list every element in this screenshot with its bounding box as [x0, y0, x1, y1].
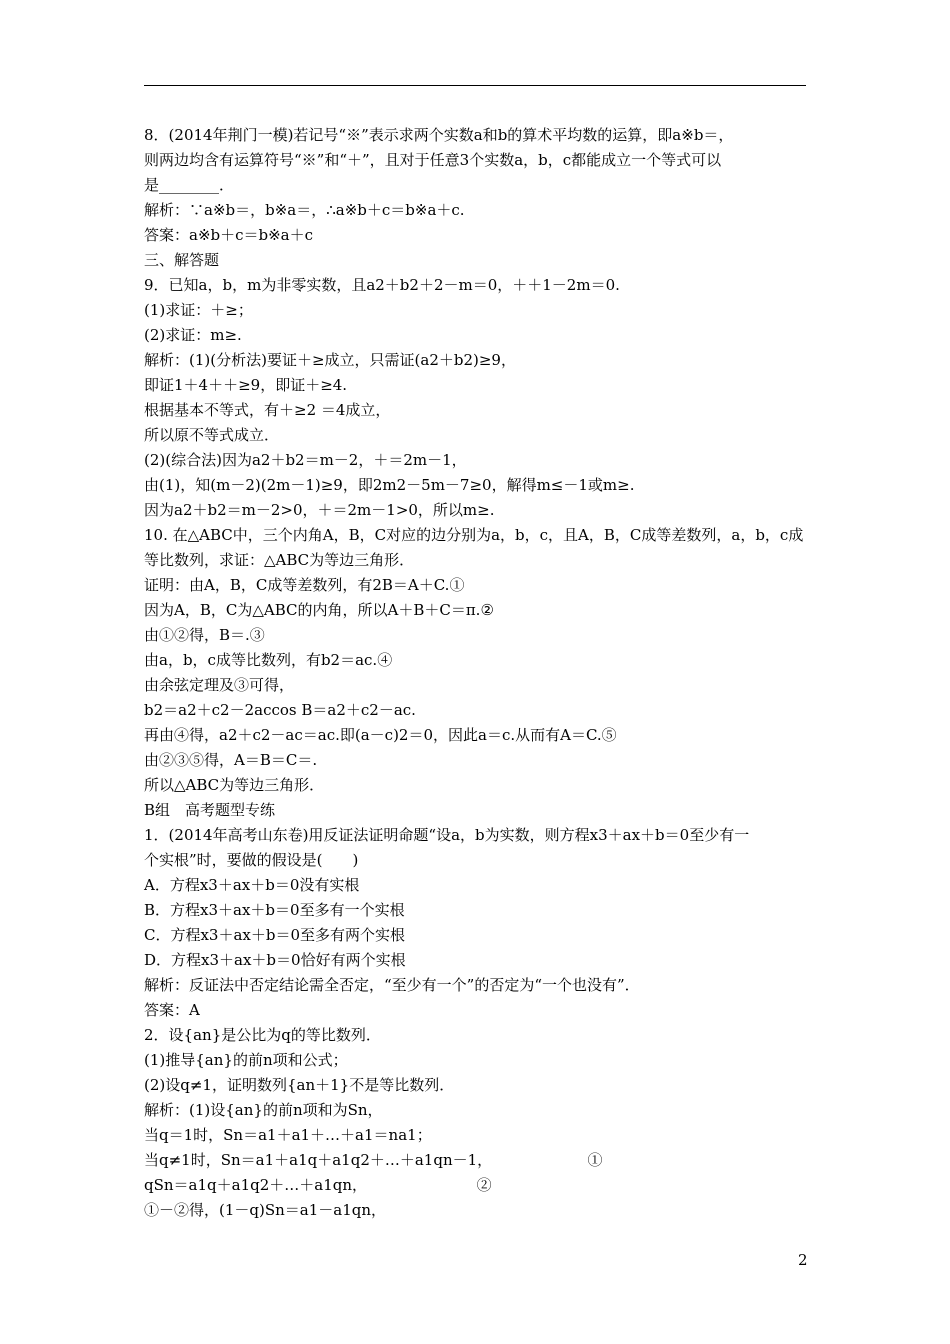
text-line: 解析：反证法中否定结论需全否定，“至少有一个”的否定为“一个也没有”．: [144, 976, 640, 994]
text-line: 由a，b，c成等比数列，有b2＝ac.④: [144, 651, 393, 669]
text-line: (1)求证：＋≥；: [144, 301, 253, 319]
text-line: 当q＝1时，Sn＝a1＋a1＋…＋a1＝na1；: [144, 1126, 432, 1144]
text-line: 是________．: [144, 176, 235, 194]
page-number: 2: [798, 1251, 808, 1269]
text-line: 即证1＋4＋＋≥9，即证＋≥4.: [144, 376, 348, 394]
text-line: 则两边均含有运算符号“※”和“＋”，且对于任意3个实数a，b，c都能成立一个等式可以: [144, 151, 722, 169]
text-line: 答案：a※b＋c＝b※a＋c: [144, 226, 314, 244]
text-line: 由余弦定理及③可得，: [144, 676, 295, 694]
text-line: (2)(综合法)因为a2＋b2＝m－2，＋＝2m－1，: [144, 451, 467, 469]
text-line: 根据基本不等式，有＋≥2 ＝4成立，: [144, 401, 391, 419]
text-line: 等比数列，求证：△ABC为等边三角形．: [144, 551, 415, 569]
text-line: b2＝a2＋c2－2accos B＝a2＋c2－ac.: [144, 701, 416, 719]
section-heading: 三、解答题: [144, 251, 220, 269]
text-line: 因为a2＋b2＝m－2>0，＋＝2m－1>0，所以m≥.: [144, 501, 495, 519]
text-line: 当q≠1时，Sn＝a1＋a1q＋a1q2＋…＋a1qn－1， ①: [144, 1151, 603, 1169]
option-line: B．方程x3＋ax＋b＝0至多有一个实根: [144, 901, 405, 919]
option-line: C．方程x3＋ax＋b＝0至多有两个实根: [144, 926, 406, 944]
text-line: qSn＝a1q＋a1q2＋…＋a1qn， ②: [144, 1176, 492, 1194]
text-line: 由②③⑤得，A＝B＝C＝.: [144, 751, 318, 769]
text-line: ①－②得，(1－q)Sn＝a1－a1qn，: [144, 1201, 387, 1219]
text-line: 答案：A: [144, 1001, 200, 1019]
text-line: 所以原不等式成立．: [144, 426, 280, 444]
text-line: 由(1)，知(m－2)(2m－1)≥9，即2m2－5m－7≥0，解得m≤－1或m≥.: [144, 476, 635, 494]
text-line: 再由④得，a2＋c2－ac＝ac.即(a－c)2＝0，因此a＝c.从而有A＝C.⑤: [144, 726, 617, 744]
header-rule: [144, 85, 806, 86]
text-line: 1．(2014年高考山东卷)用反证法证明命题“设a，b为实数，则方程x3＋ax＋b＝0至少有一: [144, 826, 750, 844]
text-line: (1)推导{an}的前n项和公式；: [144, 1051, 348, 1069]
text-line: 所以△ABC为等边三角形．: [144, 776, 325, 794]
text-line: 解析：∵a※b＝，b※a＝，∴a※b＋c＝b※a＋c.: [144, 201, 465, 219]
text-line: 个实根”时，要做的假设是( ): [144, 851, 359, 869]
document-body: [144, 123, 808, 1223]
option-line: D．方程x3＋ax＋b＝0恰好有两个实根: [144, 951, 406, 969]
text-line: (2)求证：m≥.: [144, 326, 242, 344]
text-line: 8．(2014年荆门一模)若记号“※”表示求两个实数a和b的算术平均数的运算，即a※b＝，: [144, 126, 734, 144]
text-line: 由①②得，B＝.③: [144, 626, 265, 644]
text-line: 10. 在△ABC中，三个内角A，B，C对应的边分别为a，b，c，且A，B，C成等差数列，a，b，c成: [144, 526, 804, 544]
option-line: A．方程x3＋ax＋b＝0没有实根: [144, 876, 360, 894]
text-line: (2)设q≠1，证明数列{an＋1}不是等比数列．: [144, 1076, 455, 1094]
text-line: 2．设{an}是公比为q的等比数列．: [144, 1026, 381, 1044]
text-line: 解析：(1)(分析法)要证＋≥成立，只需证(a2＋b2)≥9，: [144, 351, 516, 369]
section-heading: B组 高考题型专练: [144, 801, 276, 819]
text-line: 因为A，B，C为△ABC的内角，所以A＋B＋C＝π.②: [144, 601, 494, 619]
text-line: 解析：(1)设{an}的前n项和为Sn，: [144, 1101, 383, 1119]
text-line: 证明：由A，B，C成等差数列，有2B＝A＋C.①: [144, 576, 465, 594]
text-line: 9．已知a，b，m为非零实数，且a2＋b2＋2－m＝0，＋＋1－2m＝0.: [144, 276, 620, 294]
